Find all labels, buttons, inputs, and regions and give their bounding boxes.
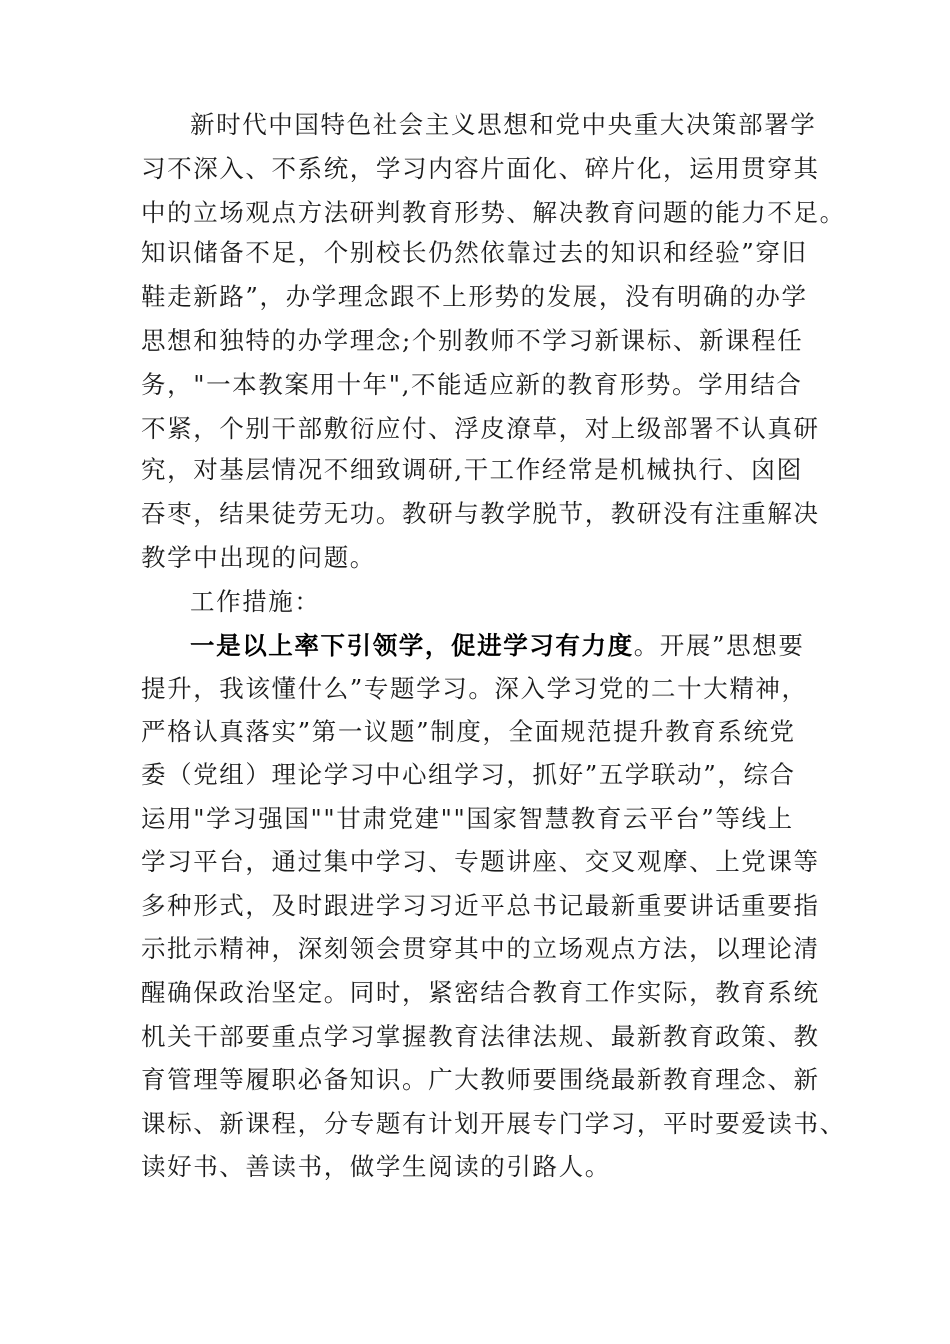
- paragraph-2-line-5: 运用"学习强国""甘肃党建""国家智慧教育云平台”等线上: [141, 804, 794, 833]
- paragraph-1-line-9: 究，对基层情况不细致调研,干工作经常是机械执行、囟囵: [141, 455, 803, 484]
- paragraph-1-line-2: 习不深入、不系统，学习内容片面化、碎片化，运用贯穿其: [141, 154, 820, 183]
- paragraph-2-line-12: 课标、新课程，分专题有计划开展专门学习，平时要爱读书、: [141, 1109, 846, 1138]
- paragraph-2-line-1-rest: 。开展”思想要: [633, 631, 805, 660]
- paragraph-1-line-4: 知识储备不足，个别校长仍然依靠过去的知识和经验”穿旧: [141, 238, 808, 267]
- paragraph-2-line-10: 机关干部要重点学习掌握教育法律法规、最新教育政策、教: [141, 1022, 820, 1051]
- paragraph-2-line-8: 示批示精神，深刻领会贯穿其中的立场观点方法，以理论清: [141, 934, 820, 963]
- paragraph-2-line-4: 委（党组）理论学习中心组学习，抓好”五学联动”，综合: [141, 760, 796, 789]
- paragraph-1-line-8: 不紧，个别干部敷衍应付、浮皮潦草，对上级部署不认真研: [141, 414, 820, 443]
- paragraph-2-line-7: 多种形式，及时跟进学习习近平总书记最新重要讲话重要指: [141, 891, 820, 920]
- paragraph-1-line-11: 教学中出现的问题。: [141, 543, 376, 572]
- paragraph-1-line-7: 务，"一本教案用十年",不能适应新的教育形势。学用结合: [141, 370, 803, 399]
- paragraph-2-line-6: 学习平台，通过集中学习、专题讲座、交叉观摩、上党课等: [141, 847, 820, 876]
- paragraph-2-line-2: 提升，我该懂什么”专题学习。深入学习党的二十大精神，: [141, 674, 808, 703]
- paragraph-1-line-5: 鞋走新路”，办学理念跟不上形势的发展，没有明确的办学: [141, 282, 808, 311]
- paragraph-1-line-1: 新时代中国特色社会主义思想和党中央重大决策部署学: [190, 110, 817, 139]
- paragraph-1-line-3: 中的立场观点方法研判教育形势、解决教育问题的能力不足。: [141, 198, 846, 227]
- paragraph-2-line-1: [190, 624, 804, 668]
- paragraph-2-line-3: 严格认真落实”第一议题”制度，全面规范提升教育系统党: [141, 717, 796, 746]
- paragraph-2-line-13: 读好书、善读书，做学生阅读的引路人。: [141, 1152, 611, 1181]
- paragraph-1-line-10: 吞枣，结果徒劳无功。教研与教学脱节，教研没有注重解决: [141, 499, 820, 528]
- paragraph-2-bold-lead: 一是以上率下引领学，促进学习有力度: [190, 631, 634, 660]
- paragraph-2-line-9: 醒确保政治坚定。同时，紧密结合教育工作实际，教育系统: [141, 978, 820, 1007]
- paragraph-1-line-6: 思想和独特的办学理念;个别教师不学习新课标、新课程任: [141, 326, 804, 355]
- measures-heading: 工作措施：: [190, 587, 321, 616]
- paragraph-2-line-11: 育管理等履职必备知识。广大教师要围绕最新教育理念、新: [141, 1065, 820, 1094]
